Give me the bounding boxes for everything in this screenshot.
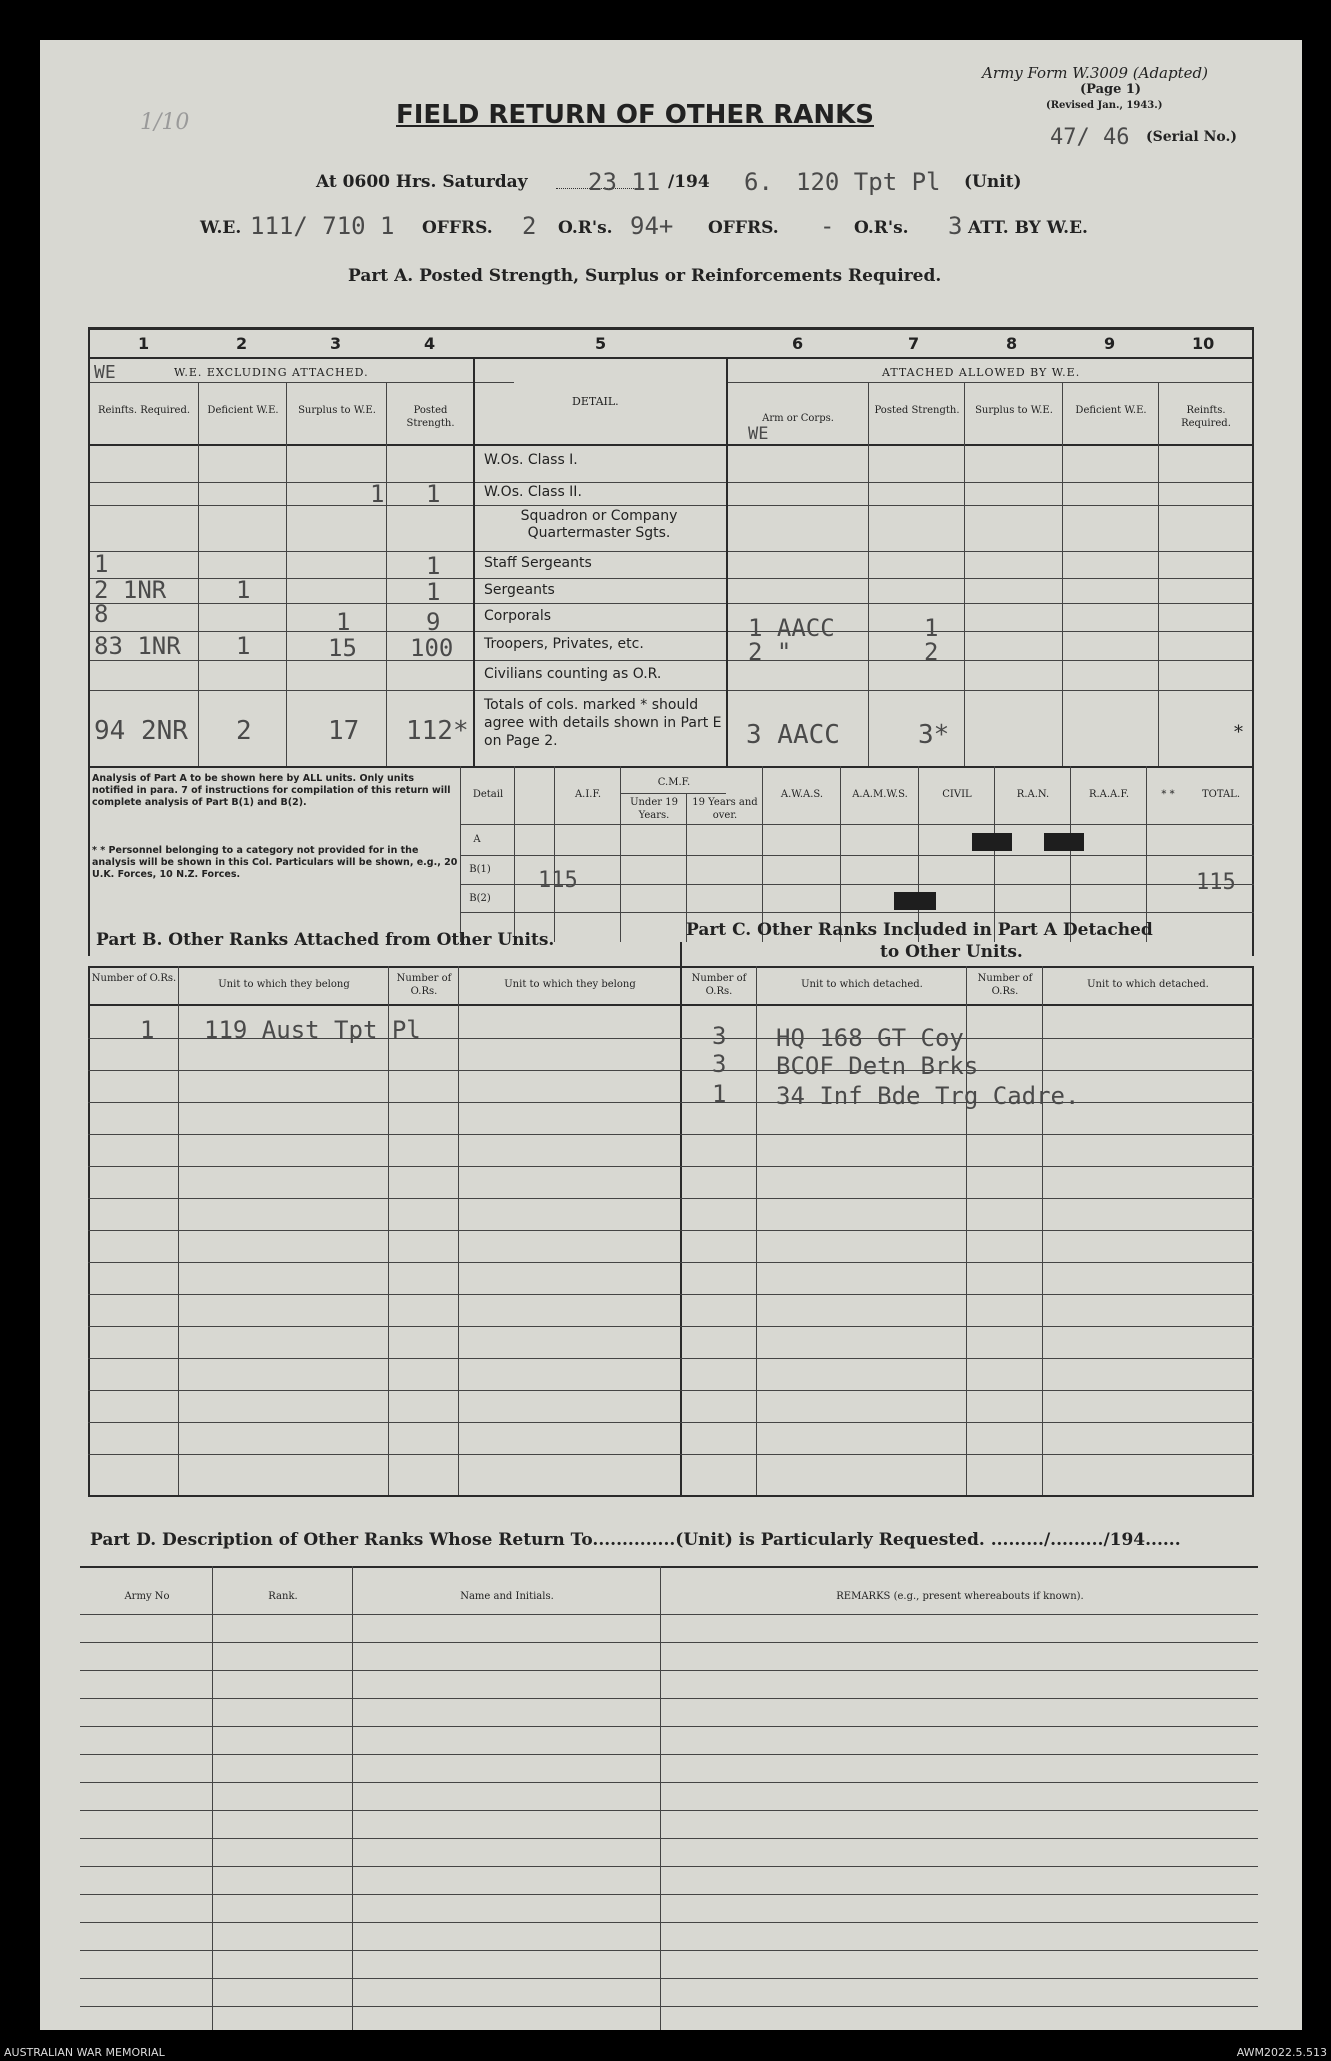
offrs2-handwritten: - bbox=[820, 212, 835, 240]
part-d-header-rank: Rank. bbox=[268, 1591, 298, 1602]
part-d-header-remarks: REMARKS (e.g., present whereabouts if known). bbox=[836, 1591, 1084, 1602]
part-a-title: Part A. Posted Strength, Surplus or Reinforcements Required. bbox=[348, 266, 942, 286]
unit-label: (Unit) bbox=[964, 172, 1022, 192]
part-d-header-name: Name and Initials. bbox=[460, 1591, 554, 1602]
rule bbox=[554, 766, 555, 942]
analysis-header-ran: R.A.N. bbox=[1016, 789, 1050, 800]
rule bbox=[1252, 327, 1254, 956]
part-c-title-2: to Other Units. bbox=[880, 942, 1023, 962]
rule bbox=[352, 1566, 353, 2030]
pte-surplus: 15 bbox=[328, 634, 357, 662]
total-posted-r: 3* bbox=[918, 720, 950, 750]
rule bbox=[994, 766, 995, 942]
rule bbox=[80, 1810, 1258, 1811]
ors2-handwritten: 3 bbox=[948, 212, 963, 240]
wo2-posted: 1 bbox=[426, 480, 441, 508]
year-label: /194 bbox=[668, 172, 710, 192]
rule bbox=[680, 942, 682, 1496]
row-detail: W.Os. Class II. bbox=[484, 484, 582, 500]
wo2-surplus: 1 bbox=[370, 480, 385, 508]
rule bbox=[756, 966, 757, 1496]
total-b1-handwritten: 115 bbox=[1196, 870, 1236, 895]
rule bbox=[966, 966, 967, 1496]
rule bbox=[80, 1866, 1258, 1867]
rule bbox=[88, 327, 1254, 330]
rule bbox=[80, 2006, 1258, 2007]
rule bbox=[88, 382, 514, 383]
pte-reinfts: 83 1NR bbox=[94, 632, 181, 660]
total-reinfts: 94 2NR bbox=[94, 716, 188, 746]
cpl-posted-r: 1 bbox=[924, 614, 939, 642]
rule bbox=[88, 1454, 1254, 1455]
total-posted: 112* bbox=[406, 716, 469, 746]
rule bbox=[88, 1134, 1254, 1135]
analysis-header-aamws: A.A.M.W.S. bbox=[852, 789, 908, 800]
rule bbox=[1252, 966, 1254, 1496]
rule bbox=[80, 1614, 1258, 1615]
form-sheet bbox=[40, 40, 1302, 2030]
col-num: 6 bbox=[792, 334, 804, 353]
col-num: 9 bbox=[1104, 334, 1116, 353]
rule bbox=[88, 966, 90, 1496]
rule bbox=[868, 382, 869, 766]
rule bbox=[964, 382, 965, 766]
right-group-header: ATTACHED ALLOWED BY W.E. bbox=[882, 366, 1081, 379]
part-d-title: Part D. Description of Other Ranks Whose Return To..............(Unit) is Particularly Requested. ........./........./194...... bbox=[90, 1530, 1181, 1550]
rule bbox=[80, 1922, 1258, 1923]
rule bbox=[514, 766, 515, 942]
col-num: 5 bbox=[595, 334, 607, 353]
date-handwritten: 23 11 bbox=[588, 168, 661, 196]
rule bbox=[88, 603, 1254, 604]
page-label: (Page 1) bbox=[1080, 82, 1142, 97]
sgt-reinfts: 2 1NR bbox=[94, 576, 167, 604]
rule bbox=[212, 1566, 213, 2030]
we-handwritten: 111/ 710 1 bbox=[250, 212, 395, 240]
analysis-header-under19: Under 19 Years. bbox=[630, 797, 678, 821]
cpl-posted: 9 bbox=[426, 608, 441, 636]
rule bbox=[88, 357, 1254, 359]
rule bbox=[88, 482, 1254, 483]
header-deficient-r: Deficient W.E. bbox=[1075, 405, 1147, 416]
part-b-title: Part B. Other Ranks Attached from Other Units. bbox=[96, 930, 555, 950]
arm-handwritten: WE bbox=[748, 424, 769, 444]
rule bbox=[88, 327, 90, 956]
row-detail: Civilians counting as O.R. bbox=[484, 666, 662, 682]
analysis-header-raaf: R.A.A.F. bbox=[1088, 789, 1130, 800]
rule bbox=[80, 1838, 1258, 1839]
offrs2-label: OFFRS. bbox=[708, 218, 779, 238]
rule bbox=[460, 766, 461, 942]
rule bbox=[88, 1495, 1254, 1497]
left-group-header: W.E. EXCLUDING ATTACHED. bbox=[174, 366, 369, 379]
rule bbox=[1070, 766, 1071, 942]
rule bbox=[88, 1294, 1254, 1295]
header-reinfts: Reinfts. Required. bbox=[97, 405, 191, 416]
rule bbox=[88, 631, 1254, 632]
rule bbox=[460, 884, 1254, 885]
rule bbox=[88, 505, 1254, 506]
pencil-mark: 1/10 bbox=[140, 110, 190, 135]
unit-handwritten: 120 Tpt Pl bbox=[796, 168, 941, 196]
part-b-num: 1 bbox=[140, 1016, 155, 1044]
rule bbox=[88, 766, 1254, 768]
redaction bbox=[972, 833, 1012, 851]
rule bbox=[80, 1698, 1258, 1699]
rule bbox=[840, 766, 841, 942]
ssgt-reinfts: 1 bbox=[94, 550, 109, 578]
header-deficient: Deficient W.E. bbox=[207, 405, 279, 416]
part-c-num: 3 bbox=[712, 1022, 727, 1050]
analysis-note: Analysis of Part A to be shown here by ALL units. Only units notified in para. 7 of instructions for compilation of this return will complete analysis of Part B(1) and B(2). bbox=[92, 773, 451, 808]
part-c-num: 1 bbox=[712, 1080, 727, 1108]
rule bbox=[1146, 766, 1147, 942]
ssgt-posted: 1 bbox=[426, 552, 441, 580]
cpl-reinfts: 8 bbox=[94, 600, 109, 628]
analysis-row-b1: B(1) bbox=[469, 864, 491, 875]
col-num: 7 bbox=[908, 334, 920, 353]
row-detail: Sergeants bbox=[484, 582, 555, 598]
rule bbox=[80, 1566, 1258, 1568]
rule bbox=[88, 1230, 1254, 1231]
rule bbox=[88, 1198, 1254, 1199]
pte-arm: 2 " bbox=[748, 638, 792, 666]
row-detail: W.Os. Class I. bbox=[484, 452, 578, 468]
rule bbox=[88, 1390, 1254, 1391]
serial-label: (Serial No.) bbox=[1146, 129, 1237, 145]
we-group-handwritten: WE bbox=[94, 362, 116, 383]
redaction bbox=[1044, 833, 1084, 851]
row-detail: Corporals bbox=[484, 608, 552, 624]
rule bbox=[80, 1950, 1258, 1951]
row-detail: Staff Sergeants bbox=[484, 555, 592, 571]
analysis-header-detail: Detail bbox=[472, 789, 504, 800]
total-reinfts-r-star: * bbox=[1234, 722, 1243, 743]
total-deficient: 2 bbox=[236, 716, 252, 746]
rule bbox=[726, 382, 1254, 383]
part-c-header-num: Number of O.Rs. bbox=[691, 973, 747, 997]
col-num: 3 bbox=[330, 334, 342, 353]
offrs-label: OFFRS. bbox=[422, 218, 493, 238]
rule bbox=[88, 551, 1254, 552]
footer-accession: AWM2022.5.513 bbox=[1236, 2046, 1327, 2059]
analysis-header-awas: A.W.A.S. bbox=[780, 789, 824, 800]
form-title: FIELD RETURN OF OTHER RANKS bbox=[396, 100, 874, 130]
detail-header: DETAIL. bbox=[572, 395, 619, 408]
total-arm: 3 AACC bbox=[746, 720, 840, 750]
header-surplus-r: Surplus to W.E. bbox=[975, 405, 1053, 416]
header-arm-corps: Arm or Corps. bbox=[762, 413, 834, 424]
sgt-posted: 1 bbox=[426, 578, 441, 606]
rule bbox=[620, 793, 726, 794]
footer-credit: AUSTRALIAN WAR MEMORIAL bbox=[4, 2046, 165, 2059]
analysis-row-a: A bbox=[473, 834, 481, 845]
total-surplus: 17 bbox=[328, 716, 360, 746]
rule bbox=[80, 1726, 1258, 1727]
part-c-header-unit-2: Unit to which detached. bbox=[1087, 979, 1209, 990]
rule bbox=[80, 1782, 1258, 1783]
part-d-header-army-no: Army No bbox=[124, 1591, 170, 1602]
rule bbox=[80, 1894, 1258, 1895]
part-b-header-unit-2: Unit to which they belong bbox=[504, 979, 636, 990]
col-num: 1 bbox=[138, 334, 150, 353]
part-c-unit: 34 Inf Bde Trg Cadre. bbox=[776, 1082, 1080, 1110]
rule bbox=[88, 1262, 1254, 1263]
rule bbox=[460, 855, 1254, 856]
col-num: 10 bbox=[1192, 334, 1215, 353]
rule bbox=[388, 966, 389, 1496]
rule bbox=[88, 1070, 1254, 1071]
rule bbox=[88, 1422, 1254, 1423]
rule bbox=[80, 1670, 1258, 1671]
analysis-header-cmf: C.M.F. bbox=[657, 777, 691, 788]
part-b-header-unit: Unit to which they belong bbox=[218, 979, 350, 990]
rule bbox=[178, 966, 179, 1496]
pte-posted-r: 2 bbox=[924, 638, 939, 666]
rule bbox=[88, 578, 1254, 579]
sgt-deficient: 1 bbox=[236, 576, 251, 604]
pte-posted: 100 bbox=[410, 634, 454, 662]
rule bbox=[88, 444, 1254, 446]
ors-label: O.R's. bbox=[558, 218, 613, 238]
rule bbox=[88, 1004, 1254, 1006]
analysis-row-b2: B(2) bbox=[469, 893, 491, 904]
header-posted-r: Posted Strength. bbox=[874, 405, 960, 416]
rule bbox=[80, 1642, 1258, 1643]
col-num: 4 bbox=[424, 334, 436, 353]
army-form-label: Army Form W.3009 (Adapted) bbox=[982, 64, 1208, 82]
header-posted: Posted Strength. bbox=[406, 405, 455, 429]
rule bbox=[198, 382, 199, 766]
rule bbox=[620, 766, 621, 942]
rule bbox=[1042, 966, 1043, 1496]
rule bbox=[80, 1978, 1258, 1979]
redaction bbox=[894, 892, 936, 910]
row-detail: Squadron or Company Quartermaster Sgts. bbox=[520, 508, 678, 541]
part-b-header-num: Number of O.Rs. bbox=[91, 973, 177, 984]
rule bbox=[88, 660, 1254, 661]
rule bbox=[88, 1358, 1254, 1359]
rule bbox=[660, 1566, 661, 2030]
serial-handwritten: 47/ 46 bbox=[1050, 125, 1130, 150]
rule bbox=[1158, 382, 1159, 766]
we-label: W.E. bbox=[200, 218, 242, 238]
cpl-arm: 1 AACC bbox=[748, 614, 835, 642]
rule bbox=[286, 382, 287, 766]
rule bbox=[918, 766, 919, 942]
analysis-header-aif: A.I.F. bbox=[574, 789, 602, 800]
part-c-header-num-2: Number of O.Rs. bbox=[977, 973, 1033, 997]
year-handwritten: 6. bbox=[744, 168, 773, 196]
rule bbox=[458, 966, 459, 1496]
ors2-label: O.R's. bbox=[854, 218, 909, 238]
rule bbox=[88, 966, 1254, 968]
rule bbox=[88, 1166, 1254, 1167]
att-label: ATT. BY W.E. bbox=[968, 218, 1088, 238]
pte-deficient: 1 bbox=[236, 632, 251, 660]
part-b-unit: 119 Aust Tpt Pl bbox=[204, 1016, 421, 1044]
col-num: 8 bbox=[1006, 334, 1018, 353]
rule bbox=[460, 912, 1254, 913]
analysis-header-other: * * bbox=[1161, 789, 1175, 800]
revised-label: (Revised Jan., 1943.) bbox=[1046, 100, 1163, 111]
totals-detail: Totals of cols. marked * should agree with details shown in Part E on Page 2. bbox=[484, 697, 722, 749]
part-c-num: 3 bbox=[712, 1050, 727, 1078]
part-c-title: Part C. Other Ranks Included in Part A Detached bbox=[686, 920, 1153, 940]
col-num: 2 bbox=[236, 334, 248, 353]
rule bbox=[386, 382, 387, 766]
part-c-unit: HQ 168 GT Coy bbox=[776, 1024, 964, 1052]
part-c-unit: BCOF Detn Brks bbox=[776, 1052, 979, 1080]
rule bbox=[473, 357, 475, 766]
time-day-label: At 0600 Hrs. Saturday bbox=[316, 172, 528, 192]
analysis-header-civil: CIVIL bbox=[942, 789, 972, 800]
analysis-note-2: * * Personnel belonging to a category not provided for in the analysis will be shown in this Col. Particulars will be shown, e.g., 20 U.K. Forces, 10 N.Z. Forces. bbox=[92, 845, 458, 880]
row-detail: Troopers, Privates, etc. bbox=[484, 636, 644, 652]
header-reinfts-r: Reinfts. Required. bbox=[1181, 405, 1231, 429]
part-b-header-num-2: Number of O.Rs. bbox=[396, 973, 452, 997]
ors-handwritten: 94+ bbox=[630, 212, 674, 240]
header-surplus: Surplus to W.E. bbox=[298, 405, 376, 416]
analysis-header-total: TOTAL. bbox=[1201, 789, 1241, 800]
cpl-surplus: 1 bbox=[336, 608, 351, 636]
aif-b1-handwritten: 115 bbox=[538, 868, 578, 893]
rule bbox=[460, 824, 1254, 825]
rule bbox=[762, 766, 763, 942]
rule bbox=[80, 1754, 1258, 1755]
rule bbox=[88, 690, 1254, 691]
rule bbox=[88, 1326, 1254, 1327]
offrs-handwritten: 2 bbox=[522, 212, 537, 240]
part-c-header-unit: Unit to which detached. bbox=[801, 979, 923, 990]
rule bbox=[1062, 382, 1063, 766]
analysis-header-over19: 19 Years and over. bbox=[692, 797, 758, 821]
